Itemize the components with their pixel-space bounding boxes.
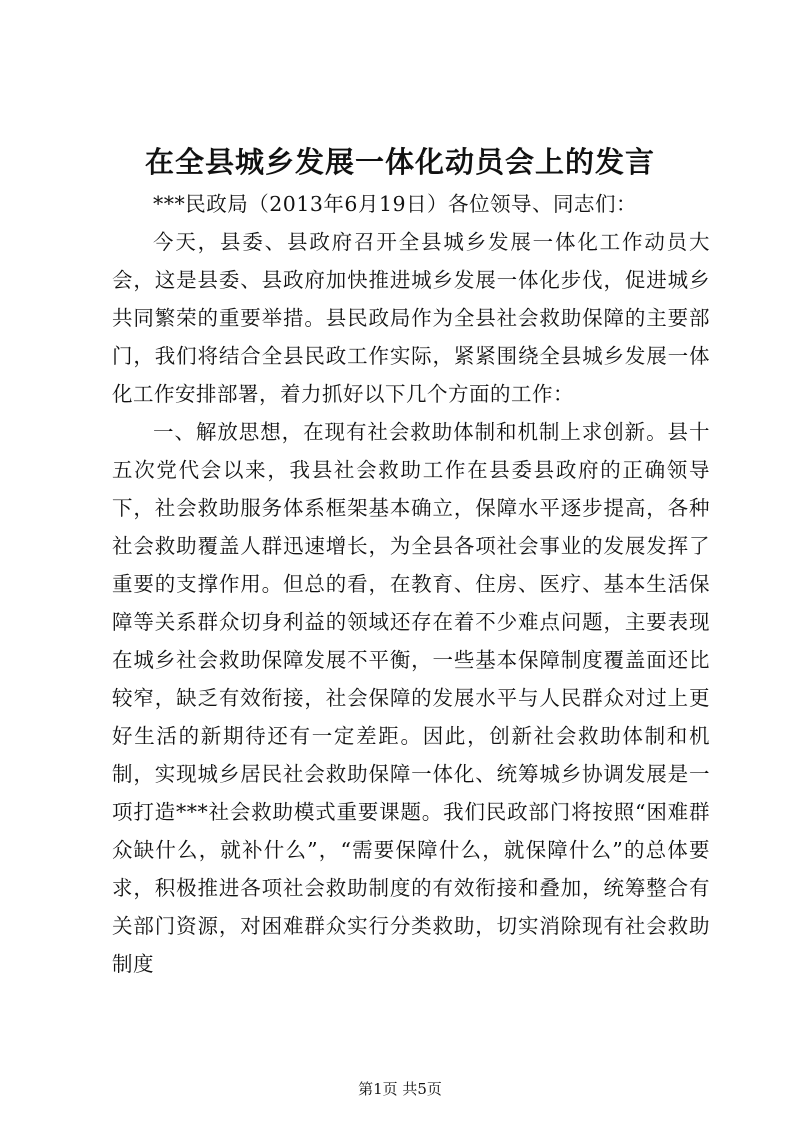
paragraph-introduction: 今天，县委、县政府召开全县城乡发展一体化工作动员大会，这是县委、县政府加快推进城乡发展一体化步伐，促进城乡共同繁荣的重要举措。县民政局作为全县社会救助保障的主要部门，我们将结合全县民政工作实际，紧紧围绕全县城乡发展一体化工作安排部署，着力抓好以下几个方面的工作： xyxy=(112,230,710,406)
paragraph-section-one: 一、解放思想，在现有社会救助体制和机制上求创新。县十五次党代会以来，我县社会救助工作在县委县政府的正确领导下，社会救助服务体系框架基本确立，保障水平逐步提高，各种社会救助覆盖人群迅速增长，为全县各项社会事业的发展发挥了重要的支撑作用。但总的看，在教育、住房、医疗、基本生活保障等关系群众切身利益的领域还存在着不少难点问题，主要表现在城乡社会救助保障发展不平衡，一些基本保障制度覆盖面还比较窄，缺乏有效衔接，社会保障的发展水平与人民群众对过上更好生活的新期待还有一定差距。因此，创新社会救助体制和机制，实现城乡居民社会救助保障一体化、统筹城乡协调发展是一项打造***社会救助模式重要课题。我们民政部门将按照“困难群众缺什么，就补什么”，“需要保障什么，就保障什么”的总体要求，积极推进各项社会救助制度的有效衔接和叠加，统筹整合有关部门资源，对困难群众实行分类救助，切实消除现有社会救助制度 xyxy=(112,420,710,976)
page-number-footer: 第1页 共5页 xyxy=(358,1080,442,1098)
paragraph-opening: ***民政局（2013年6月19日）各位领导、同志们： xyxy=(153,192,638,216)
document-body xyxy=(112,185,710,983)
document-title: 在全县城乡发展一体化动员会上的发言 xyxy=(144,145,655,179)
